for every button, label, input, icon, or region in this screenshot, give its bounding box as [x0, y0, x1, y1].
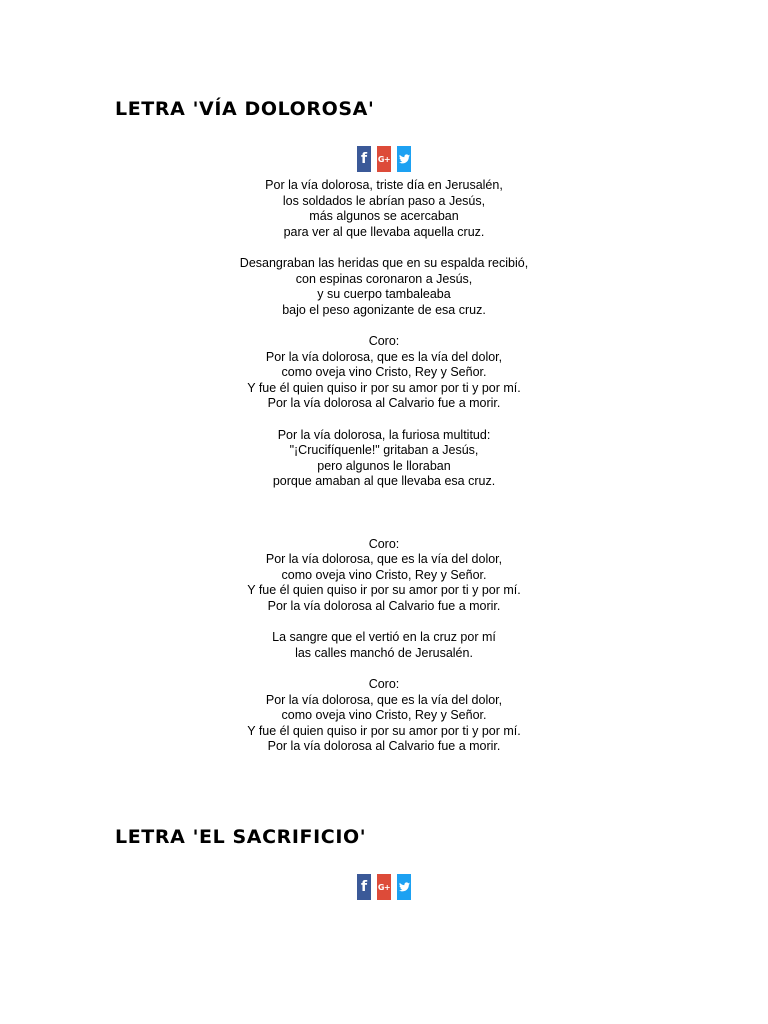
- twitter-icon: [399, 154, 410, 164]
- facebook-icon: f: [360, 151, 368, 167]
- googleplus-icon: G+: [377, 882, 391, 892]
- lyric-line: Por la vía dolorosa, la furiosa multitud:: [277, 427, 491, 442]
- chorus: [0, 677, 768, 755]
- lyric-line: Por la vía dolorosa al Calvario fue a morir.: [267, 396, 501, 411]
- lyrics: [0, 178, 768, 755]
- chorus-label: Coro:: [368, 677, 400, 692]
- stanza: [0, 428, 768, 490]
- lyric-line: bajo el peso agonizante de esa cruz.: [282, 302, 486, 317]
- lyric-line: como oveja vino Cristo, Rey y Señor.: [281, 708, 487, 723]
- lyric-line: "¡Crucifíquenle!" gritaban a Jesús,: [289, 443, 479, 458]
- twitter-share-button[interactable]: [397, 874, 411, 900]
- lyric-line: porque amaban al que llevaba esa cruz.: [272, 474, 496, 489]
- lyric-line: más algunos se acercaban: [309, 209, 459, 224]
- section-title: LETRA 'VÍA DOLOROSA': [115, 98, 375, 120]
- chorus: [0, 537, 768, 615]
- lyric-line: Por la vía dolorosa, triste día en Jerusalén,: [265, 178, 503, 192]
- googleplus-share-button[interactable]: [377, 874, 391, 900]
- lyric-line: Por la vía dolorosa, que es la vía del dolor,: [265, 552, 503, 567]
- stanza: [0, 178, 768, 240]
- lyric-line: los soldados le abrían paso a Jesús,: [282, 193, 486, 208]
- googleplus-icon: G+: [377, 154, 391, 164]
- lyric-line: como oveja vino Cristo, Rey y Señor.: [281, 365, 487, 380]
- lyric-line: La sangre que el vertió en la cruz por mí: [272, 630, 496, 645]
- lyric-line: Desangraban las heridas que en su espalda recibió,: [239, 255, 529, 270]
- lyric-line: Por la vía dolorosa, que es la vía del dolor,: [265, 692, 503, 707]
- lyric-line: para ver al que llevaba aquella cruz.: [283, 224, 485, 239]
- lyric-line: Y fue él quien quiso ir por su amor por ti y por mí.: [247, 583, 521, 598]
- twitter-share-button[interactable]: [397, 146, 411, 172]
- lyric-line: Por la vía dolorosa al Calvario fue a morir.: [267, 739, 501, 754]
- lyric-line: Por la vía dolorosa, que es la vía del dolor,: [265, 349, 503, 364]
- lyric-line: y su cuerpo tambaleaba: [317, 287, 451, 302]
- lyric-line: con espinas coronaron a Jesús,: [295, 271, 473, 286]
- stanza: [0, 630, 768, 661]
- lyric-line: Por la vía dolorosa al Calvario fue a morir.: [267, 599, 501, 614]
- section-title: LETRA 'EL SACRIFICIO': [115, 826, 367, 848]
- facebook-icon: f: [360, 879, 368, 895]
- facebook-share-button[interactable]: [357, 874, 371, 900]
- lyric-line: Y fue él quien quiso ir por su amor por ti y por mí.: [247, 380, 521, 395]
- lyric-line: pero algunos le lloraban: [317, 458, 451, 473]
- lyric-line: Y fue él quien quiso ir por su amor por ti y por mí.: [247, 723, 521, 738]
- share-buttons: [357, 874, 411, 900]
- lyric-line: como oveja vino Cristo, Rey y Señor.: [281, 567, 487, 582]
- stanza: [0, 256, 768, 318]
- twitter-icon: [399, 882, 410, 892]
- chorus-label: Coro:: [368, 333, 400, 348]
- facebook-share-button[interactable]: [357, 146, 371, 172]
- googleplus-share-button[interactable]: [377, 146, 391, 172]
- share-buttons: [357, 146, 411, 172]
- chorus: [0, 334, 768, 412]
- chorus-label: Coro:: [368, 536, 400, 551]
- lyric-line: las calles manchó de Jerusalén.: [295, 645, 473, 660]
